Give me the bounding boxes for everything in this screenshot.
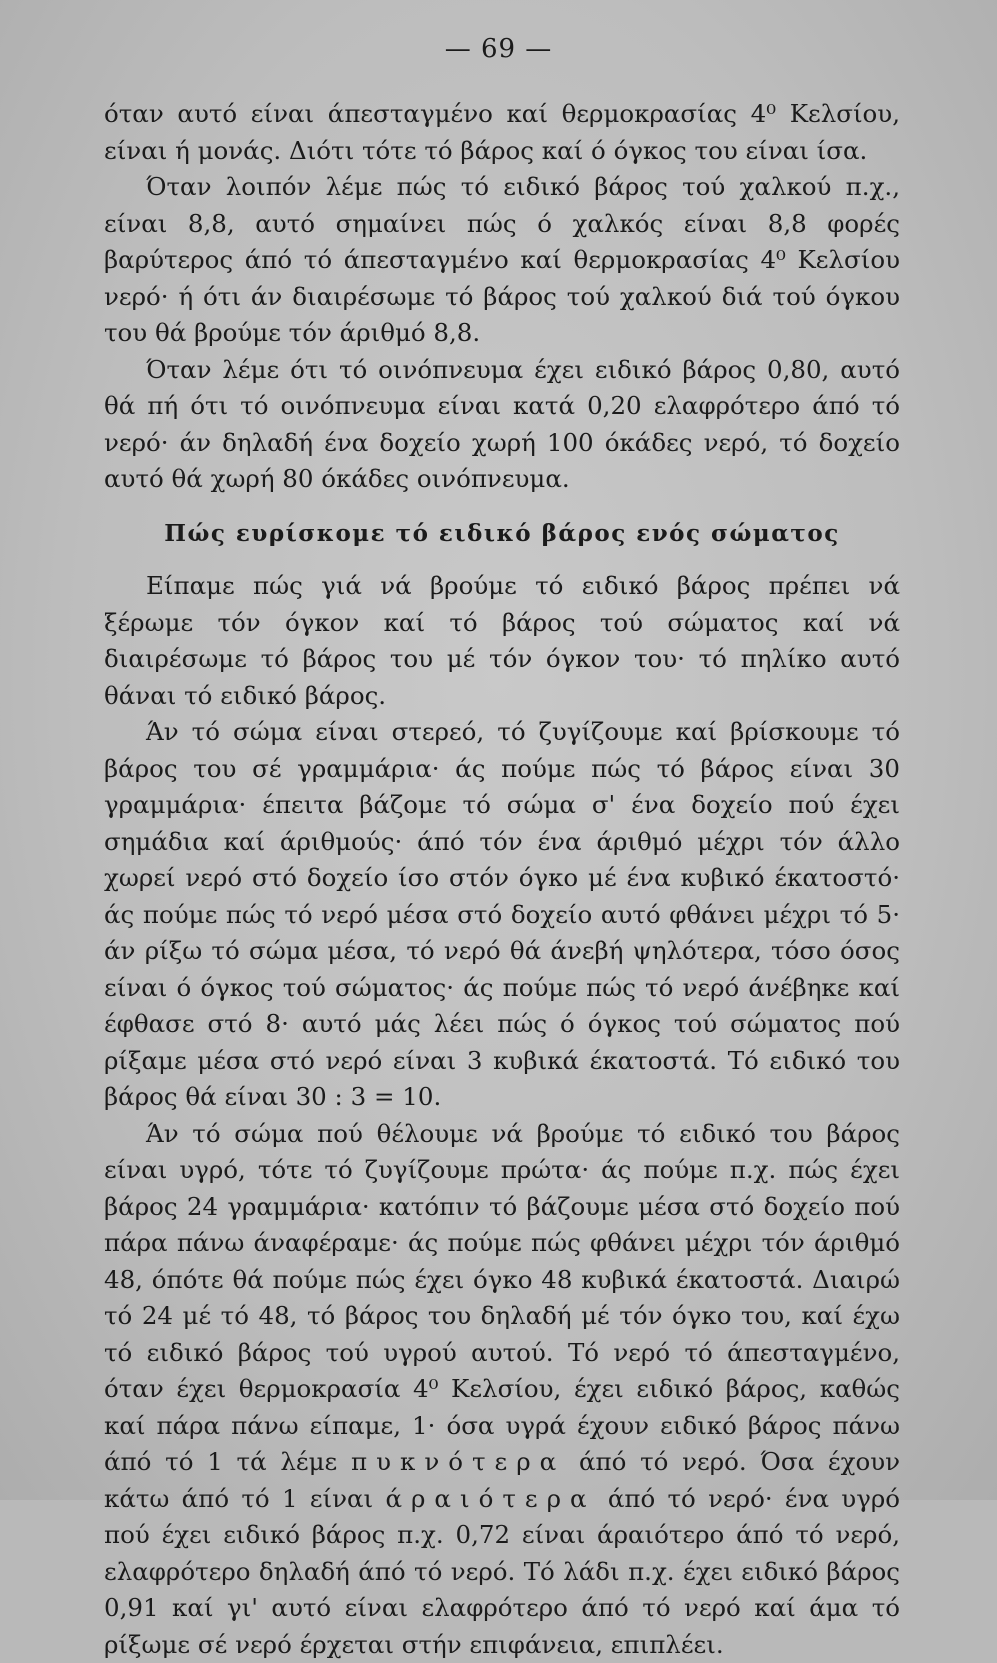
section-heading: Πώς ευρίσκομε τό ειδικό βάρος ενός σώματος [104, 516, 900, 553]
paragraph-4: Είπαμε πώς γιά νά βρούμε τό ειδικό βάρος πρέπει νά ξέρωμε τόν όγκον καί τό βάρος τού σώματος καί νά διαιρέσωμε τό βάρος του μέ τόν όγκον του· τό πηλίκο αυτό θάναι τό ειδικό βάρος. [104, 568, 900, 714]
paragraph-5: Άν τό σώμα είναι στερεό, τό ζυγίζουμε καί βρίσκουμε τό βάρος του σέ γραμμάρια· άς πούμε πώς τό βάρος είναι 30 γραμμάρια· έπειτα βάζομε τό σώμα σ' ένα δοχείο πού έχει σημάδια καί άριθμούς· άπό τόν ένα άριθμό μέχρι τόν άλλο χωρεί νερό στό δοχείο ίσο στόν όγκο μέ ένα κυβικό έκατοστό· άς πούμε πώς τό νερό μέσα στό δοχείο αυτό φθάνει μέχρι τό 5· άν ρίξω τό σώμα μέσα, τό νερό θά άνεβή ψηλότερα, τόσο όσος είναι ό όγκος τού σώματος· άς πούμε πώς τό νερό άνέβηκε καί έφθασε στό 8· αυτό μάς λέει πώς ό όγκος τού σώματος πού ρίξαμε μέσα στό νερό είναι 3 κυβικά έκατοστά. Τό ειδικό του βάρος θά είναι 30 : 3 = 10. [104, 714, 900, 1116]
paragraph-6 [104, 1116, 900, 1663]
paragraph-3: Όταν λέμε ότι τό οινόπνευμα έχει ειδικό βάρος 0,80, αυτό θά πή ότι τό οινόπνευμα είναι κατά 0,20 ελαφρότερο άπό τό νερό· άν δηλαδή ένα δοχείο χωρή 100 όκάδες νερό, τό δοχείο αυτό θά χωρή 80 όκάδες οινόπνευμα. [104, 352, 900, 498]
paragraph-2: Όταν λοιπόν λέμε πώς τό ειδικό βάρος τού χαλκού π.χ., είναι 8,8, αυτό σημαίνει πώς ό χαλκός είναι 8,8 φορές βαρύτερος άπό τό άπεσταγμένο καί θερμοκρασίας 4⁰ Κελσίου νερό· ή ότι άν διαιρέσωμε τό βάρος τού χαλκού διά τού όγκου του θά βρούμε τόν άριθμό 8,8. [104, 169, 900, 352]
paragraph-6-continuation: άπό τό νερό. Όσα έχουν κάτω άπό τό 1 είναι [104, 1447, 900, 1513]
paragraph-6-text: Άν τό σώμα πού θέλουμε νά βρούμε τό ειδικό του βάρος είναι υγρό, τότε τό ζυγίζουμε πρώτα· άς πούμε π.χ. πώς έχει βάρος 24 γραμμάρια· κατόπιν τό βάζουμε μέσα στό δοχείο πού πάρα πάνω άναφέραμε· άς πούμε πώς φθάνει μέχρι τόν άριθμό 48, όπότε θά πούμε πώς έχει όγκο 48 κυβικά έκατοστά. Διαιρώ τό 24 μέ τό 48, τό βάρος του δηλαδή μέ τόν όγκο του, καί έχω τό ειδικό βάρος τού υγρού αυτού. Τό νερό τό άπεσταγμένο, όταν έχει θερμοκρασία 4⁰ Κελσίου, έχει ειδικό βάρος, καθώς καί πάρα πάνω είπαμε, 1· όσα υγρά έχουν ειδικό βάρος πάνω άπό τό 1 τά λέμε [104, 1119, 900, 1477]
paragraph-6-ending: άπό τό νερό· ένα υγρό πού έχει ειδικό βάρος π.χ. 0,72 είναι άραιότερο άπό τό νερό, ελαφρότερο δηλαδή άπό τό νερό. Τό λάδι π.χ. έχει ειδικό βάρος 0,91 καί γι' αυτό είναι ελαφρότερο άπό τό νερό καί άμα τό ρίξωμε σέ νερό έρχεται στήν επιφάνεια, επιπλέει. [104, 1484, 900, 1659]
spaced-word-denser: πυκνότερα [351, 1447, 565, 1476]
paragraph-1: όταν αυτό είναι άπεσταγμένο καί θερμοκρασίας 4⁰ Κελσίου, είναι ή μονάς. Διότι τότε τό βάρος καί ό όγκος του είναι ίσα. [104, 96, 900, 169]
page-number: — 69 — [0, 34, 997, 64]
spaced-word-thinner: άραιότερα [385, 1484, 595, 1513]
body-text [104, 96, 900, 1663]
